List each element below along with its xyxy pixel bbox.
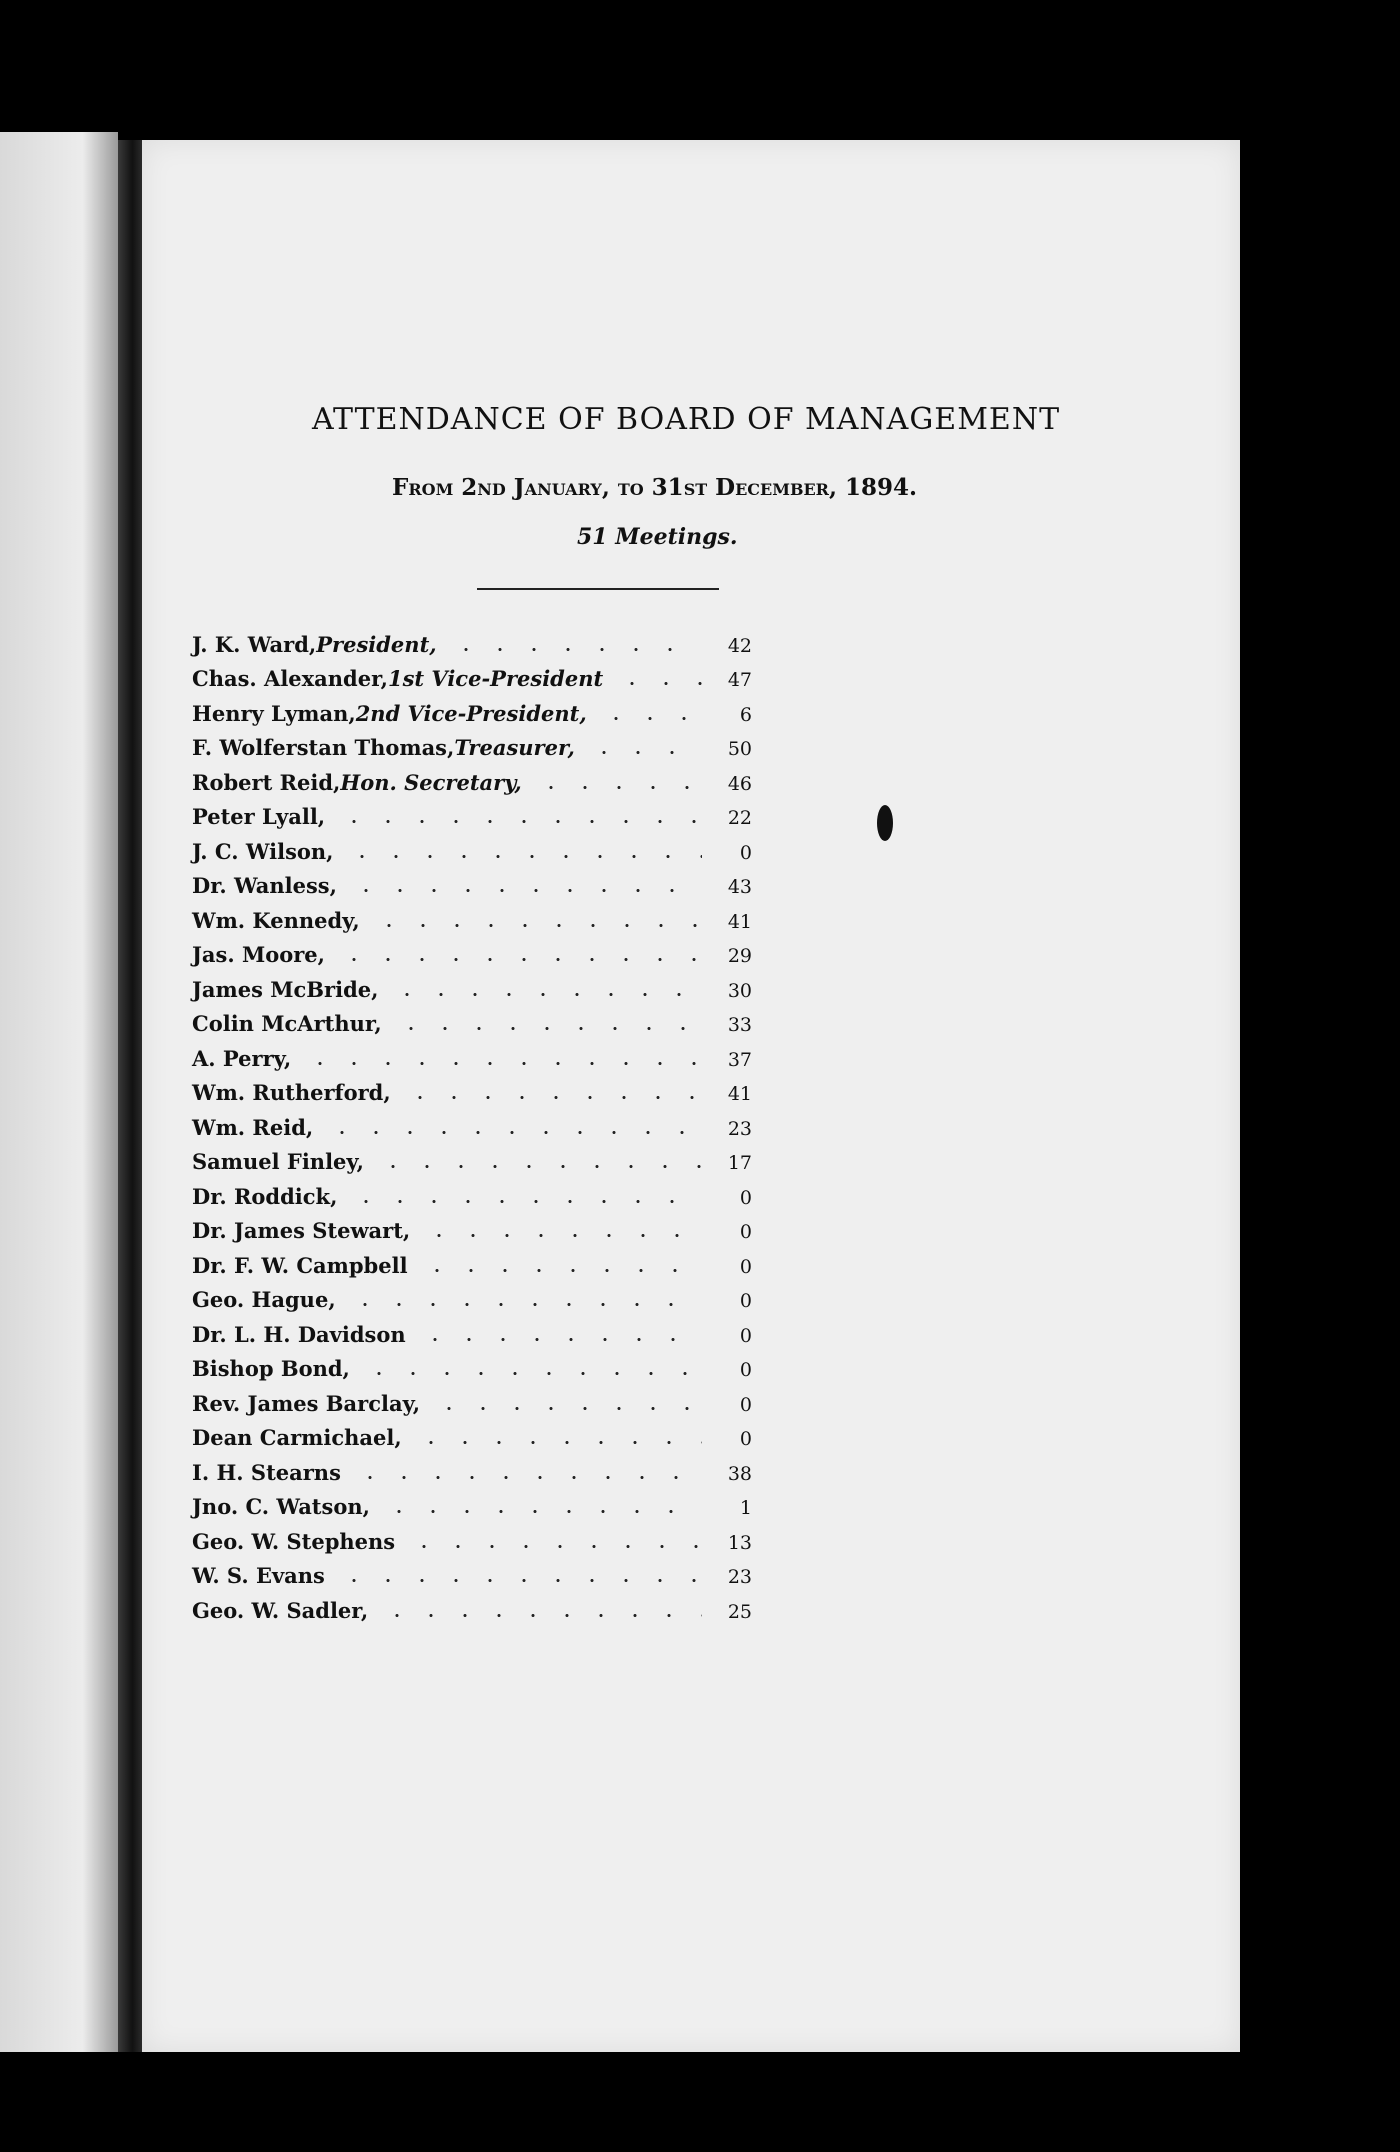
- member-name: W. S. Evans: [192, 1563, 325, 1588]
- member-name: Geo. Hague,: [192, 1287, 336, 1312]
- dot-leader: [418, 1338, 702, 1341]
- attendance-count: 47: [727, 669, 752, 691]
- dot-leader: [337, 958, 702, 961]
- member-name: James McBride,: [192, 976, 379, 1002]
- member-name: Jas. Moore,: [192, 942, 325, 967]
- member-role: Hon. Secretary,: [340, 769, 522, 795]
- attendance-count: 0: [739, 1221, 752, 1243]
- member-name: Wm. Rutherford,: [192, 1080, 391, 1105]
- dot-leader: [303, 1062, 702, 1065]
- facing-page-edge: [0, 132, 118, 2052]
- member-role: Treasurer,: [454, 735, 575, 760]
- attendance-row: [192, 1278, 752, 1313]
- attendance-count: 43: [727, 876, 752, 898]
- attendance-count: 23: [727, 1566, 752, 1588]
- member-name: I. H. Stearns: [192, 1459, 341, 1485]
- attendance-count: 1: [739, 1497, 752, 1519]
- member-name: Dr. F. W. Campbell: [192, 1252, 408, 1278]
- attendance-row: [192, 1140, 752, 1175]
- attendance-row: [192, 795, 752, 830]
- dot-leader: [376, 1165, 702, 1168]
- ink-blot: [877, 805, 893, 841]
- attendance-row: [192, 864, 752, 899]
- dot-leader: [449, 648, 702, 651]
- attendance-count: 6: [739, 703, 752, 726]
- dot-leader: [372, 924, 702, 927]
- dot-leader: [422, 1234, 702, 1237]
- attendance-row: [192, 898, 752, 933]
- attendance-count: 0: [739, 1186, 752, 1209]
- attendance-row: [192, 1174, 752, 1209]
- attendance-count: 30: [727, 979, 752, 1002]
- attendance-row: [192, 829, 752, 864]
- attendance-row: [192, 1209, 752, 1244]
- dot-leader: [348, 1303, 702, 1306]
- dot-leader: [534, 786, 702, 789]
- meetings-count: 51 Meetings.: [577, 524, 738, 550]
- attendance-row: [192, 1071, 752, 1106]
- dot-leader: [349, 889, 702, 892]
- member-name: Henry Lyman,: [192, 700, 356, 726]
- attendance-count: 17: [727, 1152, 752, 1174]
- member-name: Bishop Bond,: [192, 1356, 350, 1381]
- attendance-count: 46: [727, 772, 752, 795]
- member-name: Colin McArthur,: [192, 1011, 382, 1036]
- dot-leader: [345, 855, 702, 858]
- dot-leader: [349, 1200, 702, 1203]
- dot-leader: [407, 1545, 702, 1548]
- attendance-row: [192, 1347, 752, 1382]
- dot-leader: [380, 1614, 702, 1617]
- attendance-row: [192, 622, 752, 657]
- attendance-row: [192, 1381, 752, 1416]
- member-name: Samuel Finley,: [192, 1149, 364, 1174]
- attendance-row: [192, 933, 752, 968]
- attendance-row: [192, 726, 752, 761]
- member-name: Jno. C. Watson,: [192, 1494, 370, 1519]
- member-name: Dr. Wanless,: [192, 873, 337, 898]
- dot-leader: [432, 1407, 702, 1410]
- member-name: Geo. W. Sadler,: [192, 1597, 369, 1623]
- dot-leader: [599, 717, 702, 720]
- attendance-row: [192, 760, 752, 795]
- attendance-row: [192, 1554, 752, 1589]
- attendance-count: 41: [727, 1083, 752, 1105]
- attendance-count: 37: [727, 1048, 752, 1071]
- member-name: Rev. James Barclay,: [192, 1390, 421, 1416]
- attendance-row: [192, 1036, 752, 1071]
- member-name: Chas. Alexander,: [192, 666, 388, 691]
- member-name: J. C. Wilson,: [192, 838, 334, 864]
- attendance-count: 0: [739, 1324, 752, 1347]
- member-name: Dr. L. H. Davidson: [192, 1321, 406, 1347]
- attendance-row: [192, 1519, 752, 1554]
- member-name: Wm. Reid,: [192, 1114, 314, 1140]
- dot-leader: [615, 682, 702, 685]
- attendance-count: 29: [727, 945, 752, 967]
- attendance-row: [192, 967, 752, 1002]
- attendance-count: 0: [739, 1428, 752, 1450]
- dot-leader: [382, 1510, 702, 1513]
- date-range-subtitle: From 2nd January, to 31st December, 1894.: [392, 474, 917, 501]
- member-name: Wm. Kennedy,: [192, 907, 360, 933]
- attendance-row: [192, 1485, 752, 1520]
- document-page: [142, 140, 1240, 2052]
- member-role: 2nd Vice-President,: [355, 700, 587, 726]
- attendance-count: 0: [739, 841, 752, 864]
- dot-leader: [353, 1476, 702, 1479]
- dot-leader: [420, 1269, 702, 1272]
- page-title: ATTENDANCE OF BOARD OF MANAGEMENT: [312, 402, 1061, 437]
- attendance-list: [192, 622, 752, 1623]
- attendance-count: 22: [727, 807, 752, 829]
- attendance-row: [192, 1450, 752, 1485]
- attendance-count: 13: [727, 1531, 752, 1554]
- dot-leader: [394, 1027, 702, 1030]
- dot-leader: [337, 1579, 702, 1582]
- dot-leader: [403, 1096, 702, 1099]
- attendance-count: 50: [727, 738, 752, 760]
- attendance-count: 42: [727, 634, 752, 657]
- member-name: Dean Carmichael,: [192, 1425, 402, 1450]
- dot-leader: [337, 820, 702, 823]
- dot-leader: [325, 1131, 702, 1134]
- divider-rule: [477, 588, 719, 590]
- member-name: Dr. Roddick,: [192, 1183, 338, 1209]
- member-name: F. Wolferstan Thomas,: [192, 735, 455, 760]
- member-name: Robert Reid,: [192, 769, 341, 795]
- member-name: A. Perry,: [192, 1045, 292, 1071]
- dot-leader: [587, 751, 702, 754]
- attendance-row: [192, 1243, 752, 1278]
- attendance-count: 0: [739, 1393, 752, 1416]
- member-role: President,: [316, 631, 437, 657]
- member-name: Dr. James Stewart,: [192, 1218, 411, 1243]
- dot-leader: [362, 1372, 702, 1375]
- attendance-count: 41: [727, 910, 752, 933]
- attendance-count: 38: [727, 1462, 752, 1485]
- attendance-count: 0: [739, 1359, 752, 1381]
- attendance-row: [192, 1002, 752, 1037]
- attendance-count: 0: [739, 1255, 752, 1278]
- member-role: 1st Vice-President: [387, 666, 604, 691]
- member-name: Geo. W. Stephens: [192, 1528, 396, 1554]
- member-name: J. K. Ward,: [192, 631, 317, 657]
- attendance-row: [192, 1416, 752, 1451]
- dot-leader: [390, 993, 702, 996]
- attendance-row: [192, 657, 752, 692]
- attendance-row: [192, 691, 752, 726]
- attendance-count: 23: [727, 1117, 752, 1140]
- attendance-count: 0: [739, 1290, 752, 1312]
- dot-leader: [414, 1441, 702, 1444]
- attendance-row: [192, 1588, 752, 1623]
- book-gutter: [118, 140, 142, 2052]
- attendance-row: [192, 1105, 752, 1140]
- attendance-count: 33: [727, 1014, 752, 1036]
- attendance-count: 25: [727, 1600, 752, 1623]
- attendance-row: [192, 1312, 752, 1347]
- member-name: Peter Lyall,: [192, 804, 326, 829]
